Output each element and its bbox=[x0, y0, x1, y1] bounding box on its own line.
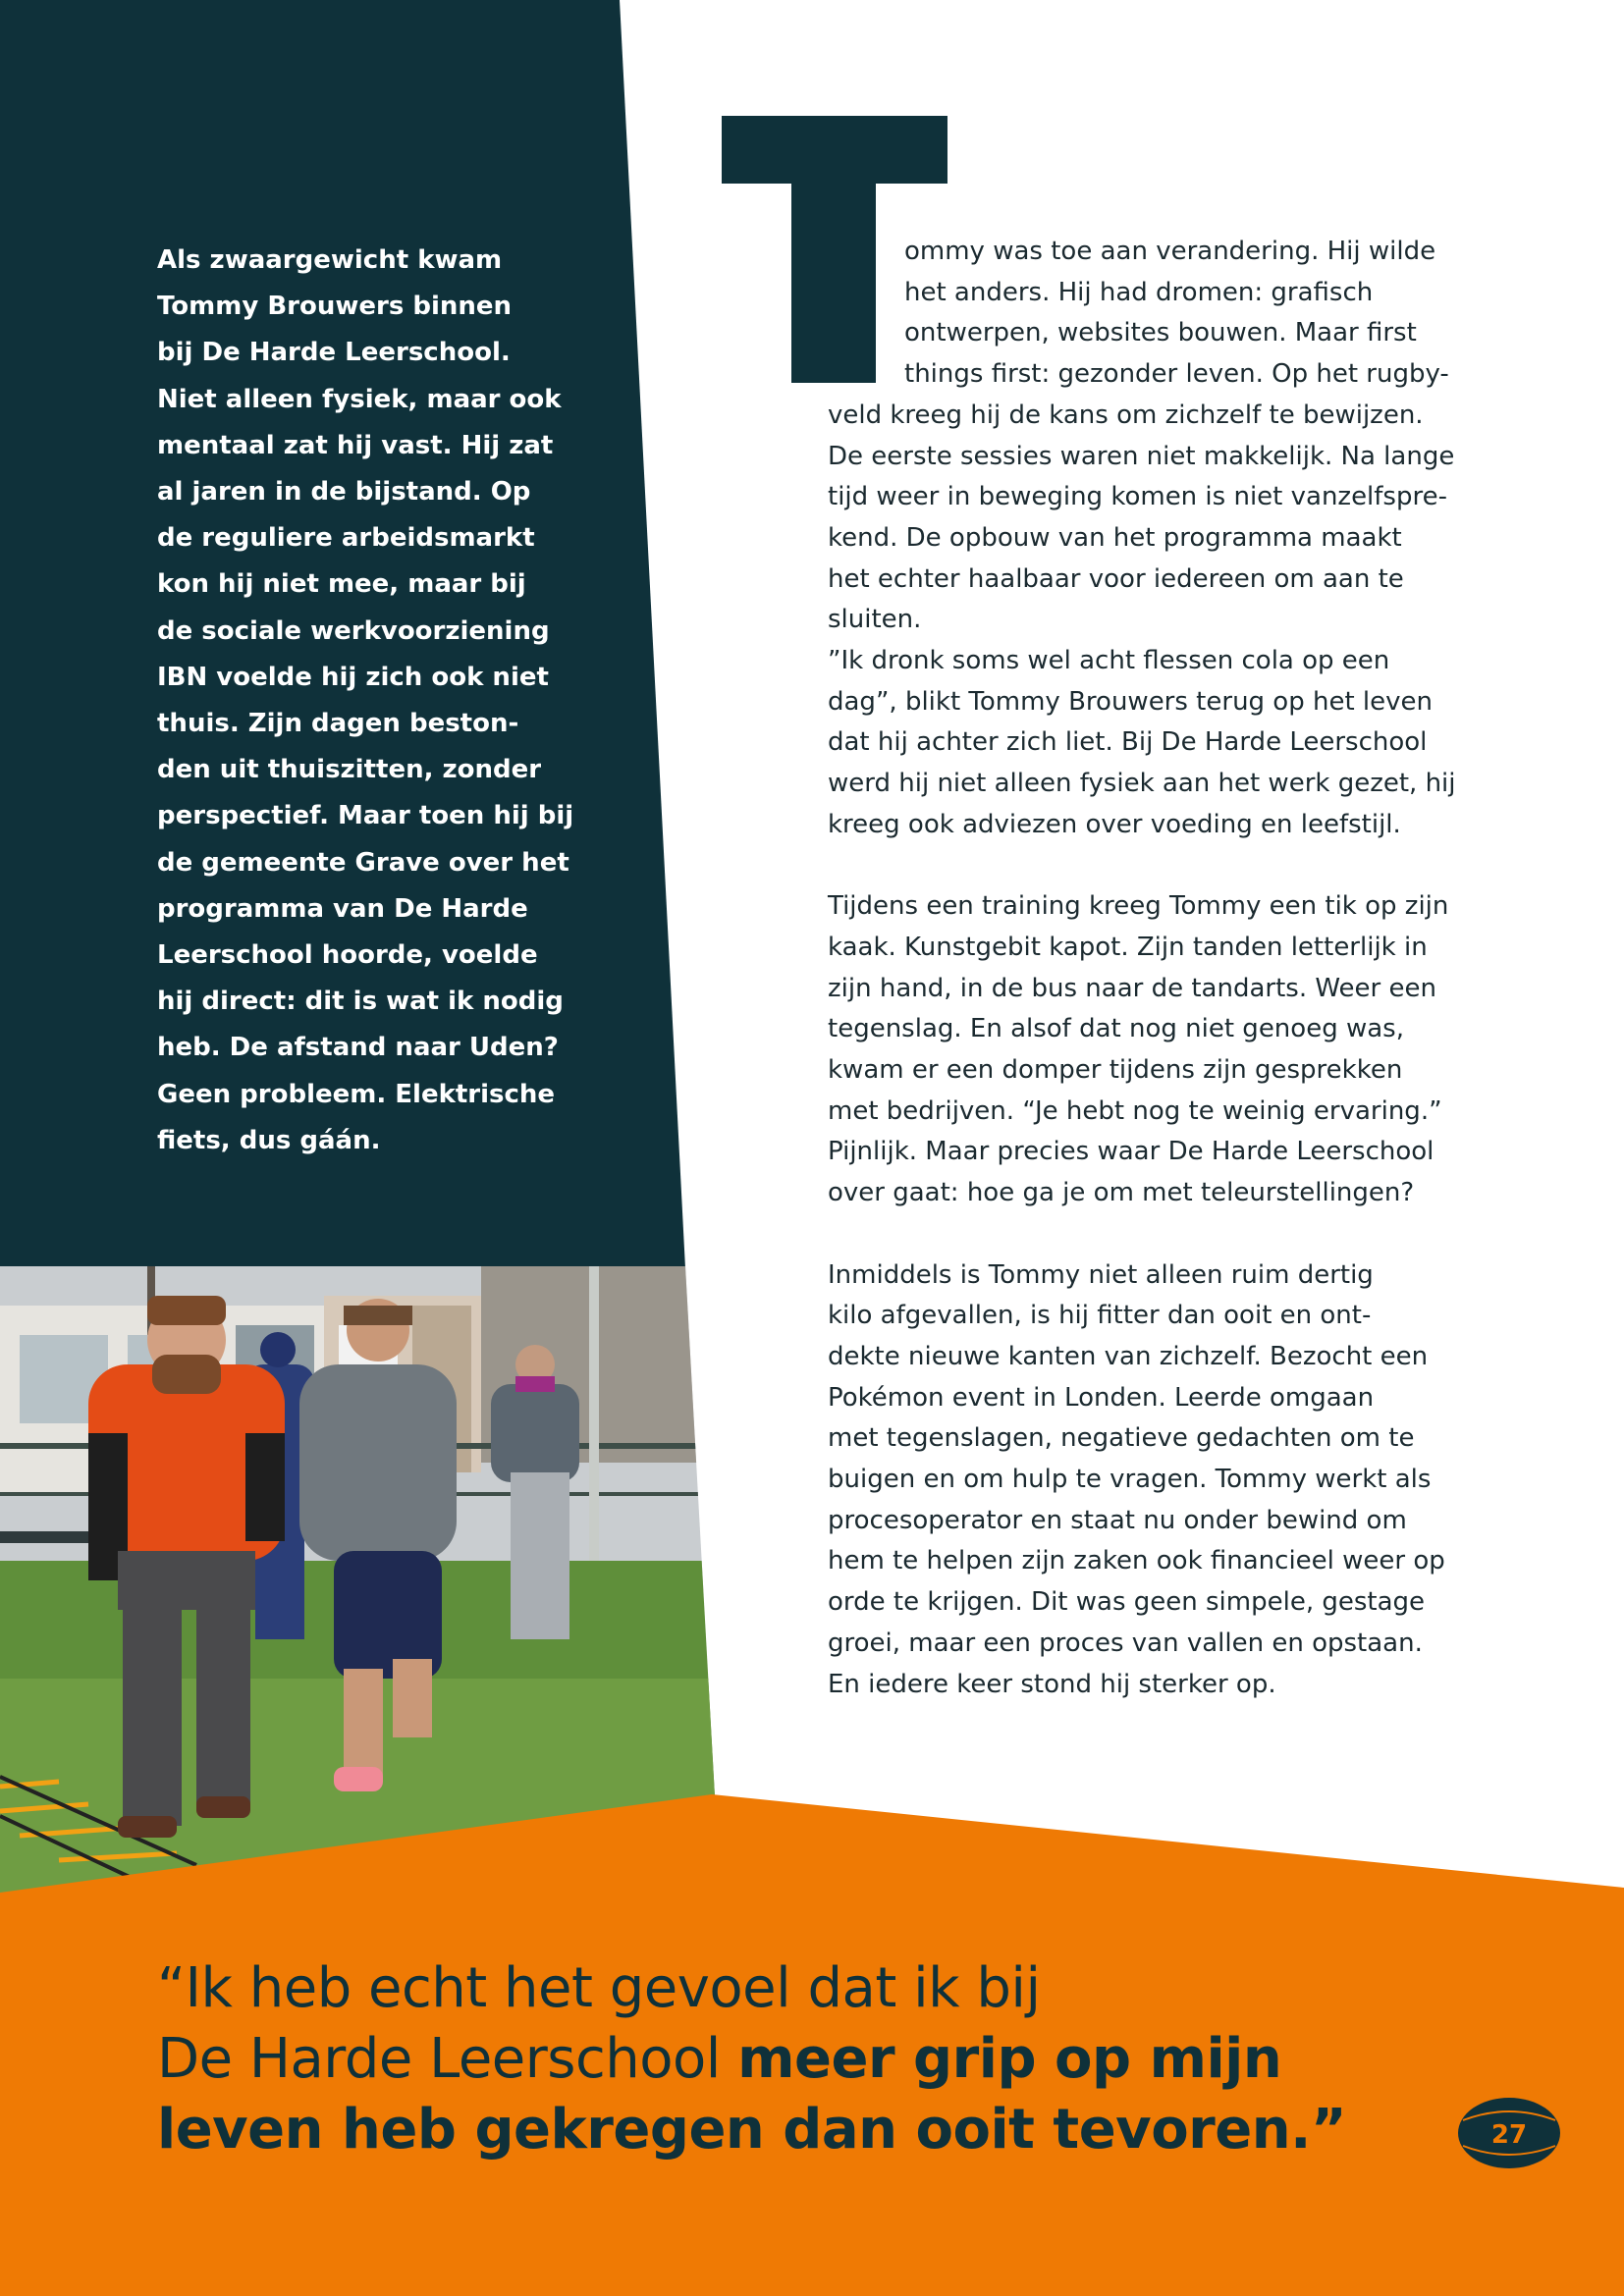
article-line: dag”, blikt Tommy Brouwers terug op het leven bbox=[828, 686, 1434, 717]
article-line: ”Ik dronk soms wel acht flessen cola op een bbox=[828, 646, 1390, 676]
article-line: Inmiddels is Tommy niet alleen ruim dertig bbox=[828, 1259, 1374, 1290]
article-line: kend. De opbouw van het programma maakt bbox=[828, 522, 1402, 553]
quote-line-2-bold: meer grip op mijn bbox=[737, 2027, 1282, 2091]
page-number-badge bbox=[1457, 2097, 1561, 2169]
intro-line: fiets, dus gáán. bbox=[157, 1125, 381, 1155]
article-line: ontwerpen, websites bouwen. Maar first bbox=[904, 318, 1417, 348]
article-body bbox=[828, 232, 1476, 1705]
intro-line: Als zwaargewicht kwam bbox=[157, 245, 503, 275]
intro-line: bij De Harde Leerschool. bbox=[157, 338, 511, 368]
article-line: ommy was toe aan verandering. Hij wilde bbox=[904, 237, 1436, 266]
intro-line: den uit thuiszitten, zonder bbox=[157, 755, 542, 785]
quote-line-1: “Ik heb echt het gevoel dat ik bij bbox=[157, 1956, 1041, 2020]
article-line: dekte nieuwe kanten van zichzelf. Bezocht een bbox=[828, 1341, 1429, 1371]
intro-line: heb. De afstand naar Uden? bbox=[157, 1033, 559, 1063]
rugby-ball-icon bbox=[1457, 2097, 1561, 2169]
intro-line: programma van De Harde bbox=[157, 893, 528, 924]
article-line: sluiten. bbox=[828, 605, 922, 635]
article-line: orde te krijgen. Dit was geen simpele, gestage bbox=[828, 1587, 1426, 1618]
quote-line-2 bbox=[157, 2024, 1335, 2095]
intro-line: perspectief. Maar toen hij bij bbox=[157, 801, 574, 831]
article-line: dat hij achter zich liet. Bij De Harde Leerschool bbox=[828, 727, 1428, 758]
article-line: hem te helpen zijn zaken ook financieel weer op bbox=[828, 1546, 1445, 1576]
article-line: kilo afgevallen, is hij fitter dan ooit en ont- bbox=[828, 1301, 1372, 1331]
intro-line: IBN voelde hij zich ook niet bbox=[157, 662, 549, 692]
article-line: Pijnlijk. Maar precies waar De Harde Leerschool bbox=[828, 1137, 1435, 1167]
paragraph-gap bbox=[828, 1214, 1476, 1255]
intro-line: mentaal zat hij vast. Hij zat bbox=[157, 430, 554, 460]
article-line: het echter haalbaar voor iedereen om aan te bbox=[828, 563, 1404, 594]
article-line: buigen en om hulp te vragen. Tommy werkt als bbox=[828, 1465, 1432, 1495]
article-line: things first: gezonder leven. Op het rugby- bbox=[904, 359, 1449, 390]
intro-line: Leerschool hoorde, voelde bbox=[157, 940, 538, 971]
intro-line: al jaren in de bijstand. Op bbox=[157, 477, 531, 507]
quote-line-2-regular: De Harde Leerschool bbox=[157, 2027, 738, 2091]
article-line: kreeg ook adviezen over voeding en leefstijl. bbox=[828, 809, 1401, 839]
quote-line-3: leven heb gekregen dan ooit tevoren.” bbox=[157, 2098, 1347, 2162]
intro-line: de reguliere arbeidsmarkt bbox=[157, 523, 535, 554]
intro-line: de gemeente Grave over het bbox=[157, 847, 569, 878]
article-line: kaak. Kunstgebit kapot. Zijn tanden letterlijk in bbox=[828, 932, 1428, 962]
article-line: tegenslag. En alsof dat nog niet genoeg was, bbox=[828, 1014, 1404, 1044]
drop-cap-t-bar bbox=[722, 116, 947, 184]
article-line: het anders. Hij had dromen: grafisch bbox=[904, 277, 1374, 307]
article-line: kwam er een domper tijdens zijn gesprekken bbox=[828, 1055, 1403, 1086]
paragraph-gap bbox=[828, 846, 1476, 887]
article-line: veld kreeg hij de kans om zichzelf te bewijzen. bbox=[828, 400, 1424, 430]
intro-text bbox=[157, 238, 574, 1164]
article-line: met tegenslagen, negatieve gedachten om te bbox=[828, 1423, 1415, 1454]
intro-line: Tommy Brouwers binnen bbox=[157, 292, 513, 322]
article-line: Tijdens een training kreeg Tommy een tik op zijn bbox=[828, 891, 1449, 922]
intro-line: thuis. Zijn dagen beston- bbox=[157, 709, 519, 739]
intro-line: kon hij niet mee, maar bij bbox=[157, 569, 526, 600]
article-line: werd hij niet alleen fysiek aan het werk gezet, hij bbox=[828, 769, 1456, 799]
article-line: met bedrijven. “Je hebt nog te weinig ervaring.” bbox=[828, 1095, 1442, 1126]
article-line: En iedere keer stond hij sterker op. bbox=[828, 1669, 1276, 1699]
article-line: Pokémon event in Londen. Leerde omgaan bbox=[828, 1382, 1375, 1413]
article-line: over gaat: hoe ga je om met teleurstellingen? bbox=[828, 1178, 1415, 1208]
article-line: zijn hand, in de bus naar de tandarts. Weer een bbox=[828, 973, 1436, 1003]
page-number: 27 bbox=[1490, 2120, 1528, 2150]
article-line: tijd weer in beweging komen is niet vanzelfspre- bbox=[828, 482, 1447, 512]
intro-line: Niet alleen fysiek, maar ook bbox=[157, 384, 562, 414]
intro-line: hij direct: dit is wat ik nodig bbox=[157, 987, 564, 1017]
article-line: procesoperator en staat nu onder bewind om bbox=[828, 1505, 1407, 1535]
intro-line: de sociale werkvoorziening bbox=[157, 615, 550, 646]
article-line: groei, maar een proces van vallen en opstaan. bbox=[828, 1628, 1423, 1658]
pull-quote bbox=[157, 1953, 1347, 2165]
intro-line: Geen probleem. Elektrische bbox=[157, 1079, 556, 1109]
article-line: De eerste sessies waren niet makkelijk. Na lange bbox=[828, 441, 1455, 471]
